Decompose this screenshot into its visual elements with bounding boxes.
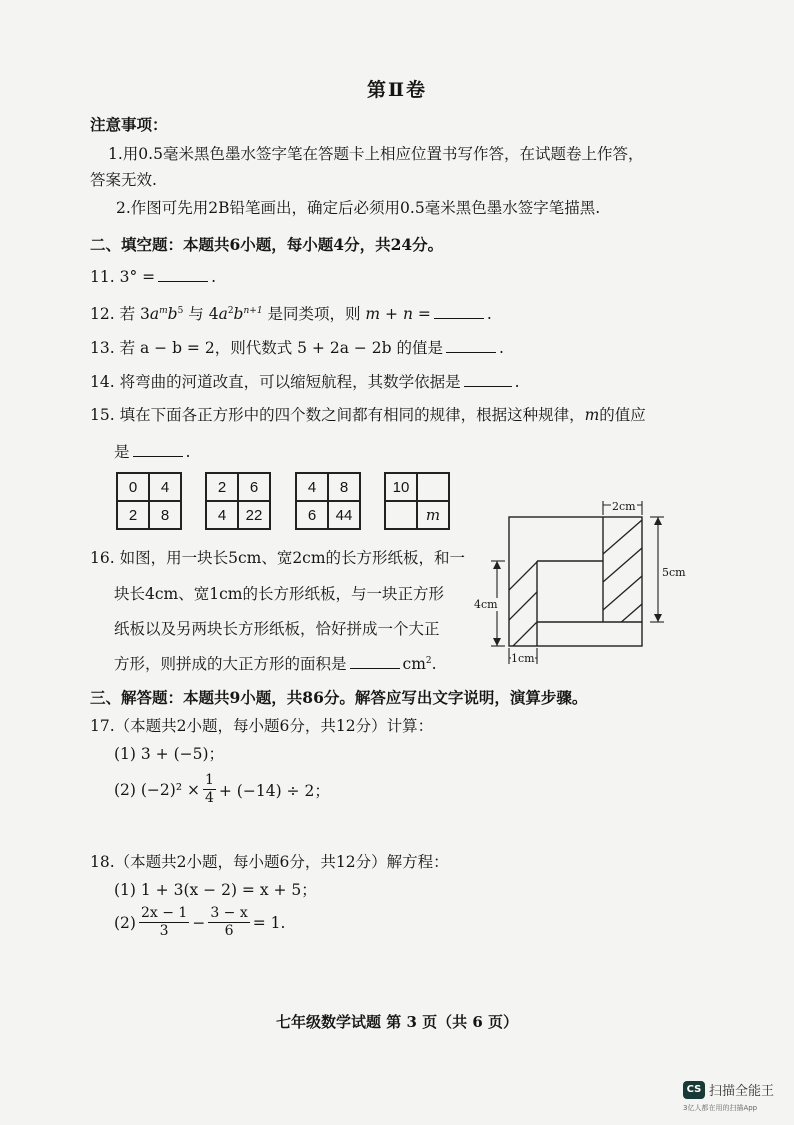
q15-text-2: 是 [114, 443, 130, 461]
answer-blank[interactable] [133, 455, 183, 457]
fraction-numerator: 2x − 1 [140, 905, 188, 921]
q11-period: . [211, 268, 217, 286]
q18-rhs: = 1. [252, 913, 286, 932]
q12-text-a: 12. 若 3 [90, 305, 150, 323]
square-cell: 8 [149, 501, 181, 529]
fraction-denominator: 3 [159, 923, 169, 939]
square-cell: 22 [238, 501, 270, 529]
scanner-slogan: 3亿人都在用的扫描App [683, 1104, 758, 1112]
q12-exp: 2 [227, 305, 234, 316]
figure-label-top: 2cm [612, 500, 636, 513]
q13-period: . [499, 339, 504, 357]
q12-var: m + n [365, 305, 413, 323]
number-square-3 [295, 472, 361, 530]
q15-text: 15. 填在下面各正方形中的四个数之间都有相同的规律，根据这种规律， [90, 406, 585, 424]
q15-text-b: 的值应 [599, 406, 646, 424]
question-16-line2: 块长4cm、宽1cm的长方形纸板，与一块正方形 [114, 585, 444, 603]
q12-period: . [486, 305, 492, 323]
answer-blank[interactable] [464, 385, 512, 387]
q15-period: . [185, 443, 191, 461]
square-cell: 6 [296, 501, 328, 529]
square-cell: 10 [385, 473, 417, 501]
q12-var: b [233, 305, 244, 323]
q16-unit: cm [402, 655, 426, 673]
notes-heading: 注意事项： [90, 115, 168, 134]
q13-text: 13. 若 a − b = 2，则代数式 5 + 2a − 2b 的值是 [90, 339, 443, 357]
square-cell [385, 501, 417, 529]
answer-blank[interactable] [350, 667, 400, 669]
number-square-2 [205, 472, 271, 530]
q17-part-2 [114, 772, 330, 807]
square-figure [472, 498, 672, 673]
answer-blank[interactable] [446, 351, 496, 353]
fraction-numerator: 3 − x [210, 905, 248, 921]
q15-var: m [584, 406, 600, 424]
note-item-1-cont: 答案无效. [90, 171, 157, 189]
square-cell: 4 [206, 501, 238, 529]
square-cell: 2 [206, 473, 238, 501]
q12-var: b [167, 305, 178, 323]
q12-text-tail: 是同类项，则 [262, 305, 366, 323]
question-15-cont [114, 440, 190, 462]
q12-text-mid: 与 4 [183, 305, 219, 323]
square-cell: 2 [117, 501, 149, 529]
fraction [203, 772, 216, 807]
q14-text: 14. 将弯曲的河道改直，可以缩短航程，其数学依据是 [90, 373, 461, 391]
question-11 [90, 268, 216, 286]
q16-text: 方形，则拼成的大正方形的面积是 [114, 655, 347, 673]
figure-label-right: 5cm [662, 566, 686, 579]
scanner-app-name: 扫描全能王 [709, 1084, 775, 1099]
question-18: 18.（本题共2小题，每小题6分，共12分）解方程： [90, 853, 449, 871]
fraction [208, 905, 249, 940]
question-15 [90, 403, 646, 425]
question-13 [90, 336, 504, 358]
question-16: 16. 如图，用一块长5cm、宽2cm的长方形纸板，和一 [90, 549, 466, 567]
q12-exp: 5 [177, 305, 184, 316]
q16-unit-exp: 2 [425, 655, 432, 666]
section-solve-heading: 三、解答题：本题共9小题，共86分。解答应写出文字说明，演算步骤。 [90, 688, 588, 707]
square-cell: 44 [328, 501, 360, 529]
q17-part-1: (1) 3 + (−5)； [114, 745, 225, 763]
q18-label: (2) [114, 913, 136, 932]
number-square-1 [116, 472, 182, 530]
square-cell: m [417, 501, 449, 529]
scanner-watermark [683, 1080, 774, 1099]
figure-label-bottom: 1cm [511, 652, 535, 665]
note-item-2: 2.作图可先用2B铅笔画出，确定后必须用0.5毫米黑色墨水签字笔描黑. [116, 199, 601, 217]
q12-eq: = [412, 305, 431, 323]
square-cell: 0 [117, 473, 149, 501]
q12-var: a [218, 305, 228, 323]
q18-part-1: (1) 1 + 3(x − 2) = x + 5； [114, 881, 317, 899]
fraction-denominator: 6 [224, 923, 234, 939]
q12-var: a [149, 305, 160, 323]
square-cell: 8 [328, 473, 360, 501]
section-fill-in-heading: 二、填空题：本题共6小题，每小题4分，共24分。 [90, 235, 444, 254]
fraction [139, 905, 189, 940]
figure-label-left: 4cm [474, 598, 498, 611]
q14-period: . [514, 373, 520, 391]
question-12 [90, 302, 492, 324]
page-footer: 七年级数学试题 第 3 页（共 6 页） [276, 1013, 518, 1031]
note-item-1: 1.用0.5毫米黑色墨水签字笔在答题卡上相应位置书写作答，在试题卷上作答， [108, 145, 644, 163]
square-cell: 4 [149, 473, 181, 501]
question-16-line3: 纸板以及另两块长方形纸板，恰好拼成一个大正 [114, 620, 440, 638]
cs-logo-icon: CS [683, 1081, 705, 1099]
square-cell: 6 [238, 473, 270, 501]
question-14 [90, 370, 520, 392]
square-cell: 4 [296, 473, 328, 501]
minus-sign: − [192, 913, 206, 932]
page-title: 第Ⅱ卷 [366, 79, 427, 101]
q16-period: . [431, 655, 437, 673]
q12-exp: m [159, 305, 168, 316]
fraction-numerator: 1 [204, 772, 214, 788]
square-cell [417, 473, 449, 501]
number-square-4 [384, 472, 450, 530]
q17-expr-b: + (−14) ÷ 2； [218, 781, 330, 800]
question-16-line4 [114, 652, 437, 674]
q12-exp: n+1 [243, 305, 263, 316]
q17-expr-a: (2) (−2)² × [114, 780, 200, 799]
fraction-denominator: 4 [204, 790, 214, 806]
answer-blank[interactable] [158, 280, 208, 282]
answer-blank[interactable] [434, 317, 484, 319]
question-17: 17.（本题共2小题，每小题6分，共12分）计算： [90, 717, 434, 735]
q18-part-2 [114, 905, 285, 940]
q11-text: 11. 3° = [90, 268, 156, 286]
